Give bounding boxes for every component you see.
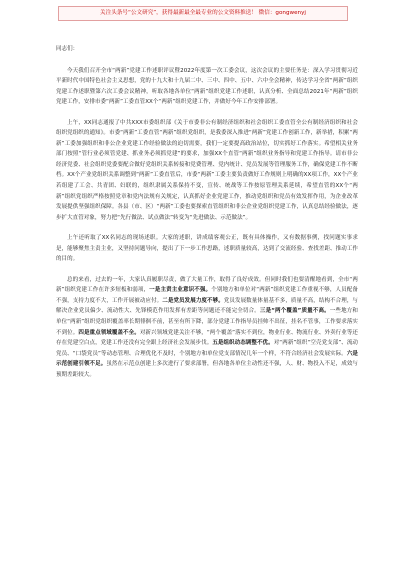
issue-heading-5: 五是组织动态调整不优。 (212, 340, 274, 347)
paragraph-text: 虽然在示范点创建上多次进行了要求部署，但各地各单位主动性还不强，人、财、物投入不足，成效与预期差距较大。 (56, 361, 358, 378)
paragraph-4 (56, 275, 358, 380)
paragraph-text: 对“两新”组织“空壳党支部”、流动党员、“口袋党员”等动态管理、合理优化不及时，个别地方和单位党支部情况几年一个样，不符合经济社会发展实际。 (56, 340, 358, 357)
paragraph-text: 一些地方和单位“两新”组织党组织覆盖率长期徘徊不前，甚至有所下降，部分党建工作指导员挂帅不出征，挂名不管事，工作要求落实不到位。 (56, 308, 358, 336)
wechat-promo-banner[interactable]: 关注头条号“公文研究”，获得最新最全最专业的公文资料推送！ 微信：gongwenyj (58, 6, 348, 21)
paragraph-text: 总的来看，过去的一年，大家认真履职尽责，做了大量工作，取得了良好成效。但同时我们也要清醒地看到，全市“两新”组织党建工作在许多短板和弱项， (56, 276, 358, 294)
paragraph-3 (56, 233, 358, 265)
paragraph-text: 个别地方和单位对“两新”组织党建工作重视不够，人员配备不强，支持力度不大，工作开展被动应付。 (56, 287, 358, 304)
paragraph-text: 党员发展数量体量基不多，质量不高，结构不合理，与解决企业党员偏少、流动性大、先锋模范作用发挥有差距等问题还不能完全切合。 (56, 297, 358, 315)
issue-heading-4: 四是重点领域覆盖不全。 (78, 329, 140, 336)
issue-heading-1: 一是主责主业意识不强。 (149, 287, 212, 294)
issue-heading-6: 六是示范创建引领不足。 (56, 350, 358, 368)
paragraph-text: 对新兴领域党建关注不够，“两个覆盖”落实不到位，物业行业、物流行业、外卖行业等还存在党建空白点，党建工作还没有完全跟上经济社会发展步伐。 (56, 329, 358, 347)
paragraph-text: 上午，XX同志通报了中共XXX市委组织部《关于市委非公有制经济组织和社会组织工委直管全公有制经济组织和社会组织党组织的通知》。市委“两新”工委直管“两新”组织党组织，是我委深入推进“两新”党建工作创新工作，新举措，积累“两新”工委加强组织和非公企业党建工作经验做法的迫切需要，我们一定要提高政治站位，切实抓好工作落实。希望相关业务部门按照“管行业必须管党建、抓业务必须抓党建”的要求，加强XX个直管“两新”组织业务指导和党建工作指导。请市非公经济党委、社会组织党委要配合做好党组织关系转接和党费管理、党内统计、党员发展等管理服务工作，确保党建工作不断档。XX个产业党组织关系调整到“两新”工委直管后，市委“两新”工委主要负责做好工作规则上明确的XX项工作，XX个产业若组建了工会、共青团、妇联的，组织隶属关系保持不变，宣传、统战等工作按原管理关系延续，希望直管的XX个“两新”组织党组织严格按照党章和党内法规有关规定，认真抓好企业党建工作，推动党组织和党员有效发挥作用，为企业改革发展提供坚强组织保障。各县（市、区）“两新”工委也要探索直管组织和非公企业党组织党建工作，认真总结经验做法，逐步扩大直管对象，努力把“先行做法、试点做法”转变为“先进做法、示范做法”。 (56, 119, 358, 221)
speech-document (56, 44, 358, 380)
paragraph-text: 上午还听取了XX名同志的现场述职。大家的述职，讲成绩客观公正，既有具体操作，又有数据事例，找问题实事求是，能够聚焦主责主业，又坚持问题导向，提出了下一步工作思路，述职质量较高，达到了交流经验、查找差距、推动工作的目的。 (56, 235, 358, 263)
issue-heading-2: 二是党员发展力度不够。 (162, 297, 224, 304)
paragraph-text: 今天我们召开全市“两新”党建工作述职评议暨2022年度第一次工委会议，这次会议的主要任务是：深入学习贯彻习近平新时代中国特色社会主义思想，党的十九大和十九届二中、三中、四中、五中、六中全会精神，传达学习全省“两新”组织党建工作述职暨第六次工委会议精神，听取各地各单位“两新”组织党建工作述职，认真分析、全面总结2021年“两新”组织党建工作，安排市委“两新”工委直管XX个“两新”组织党建工作，并做好今年工作安排部署。 (56, 67, 358, 106)
greeting: 同志们： (56, 46, 79, 52)
issue-heading-3: 三是“两个覆盖”质量不高。 (259, 308, 330, 315)
paragraph-1 (56, 66, 358, 108)
paragraph-2 (56, 118, 358, 223)
